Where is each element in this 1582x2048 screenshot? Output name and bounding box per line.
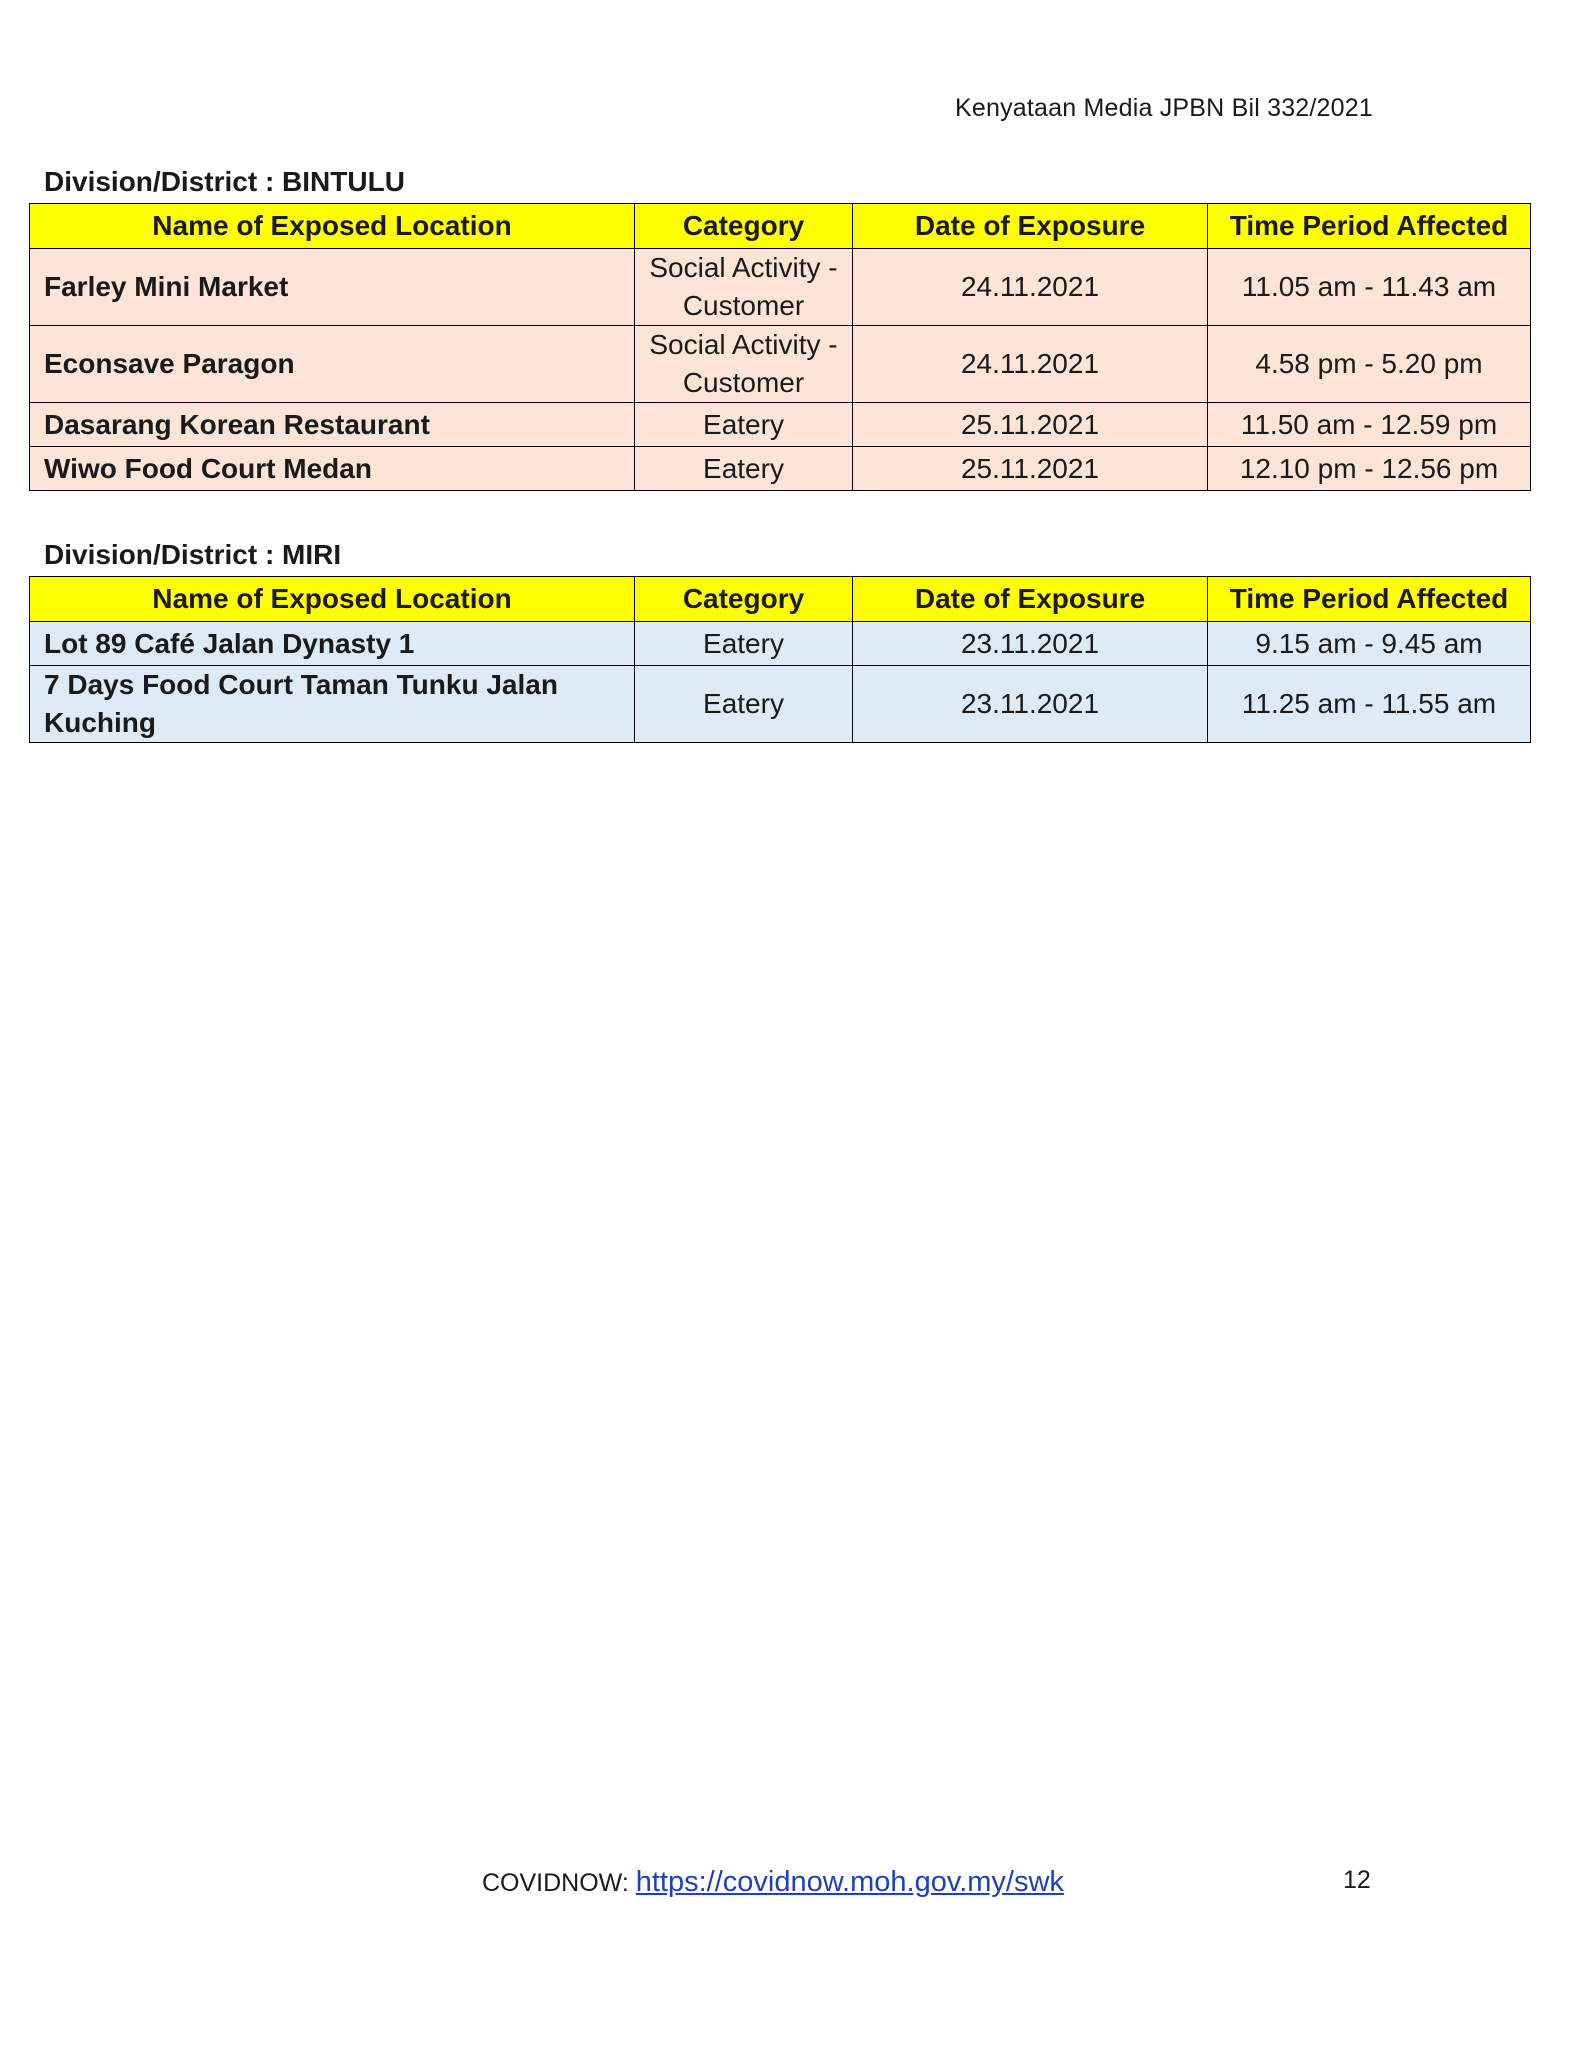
time-cell: 11.05 am - 11.43 am (1208, 249, 1531, 326)
footer-prefix: COVIDNOW: (482, 1869, 629, 1897)
covidnow-link[interactable]: https://covidnow.moh.gov.my/swk (635, 1866, 1064, 1898)
column-header-date: Date of Exposure (853, 577, 1208, 622)
date-cell: 23.11.2021 (853, 622, 1208, 666)
column-header-date: Date of Exposure (853, 204, 1208, 249)
category-cell: Eatery (635, 403, 853, 447)
date-cell: 24.11.2021 (853, 249, 1208, 326)
page-number: 12 (1343, 1866, 1371, 1894)
column-header-category: Category (635, 204, 853, 249)
document-reference: Kenyataan Media JPBN Bil 332/2021 (955, 94, 1373, 122)
footer (482, 1866, 1064, 1899)
location-cell: Wiwo Food Court Medan (30, 447, 635, 491)
location-cell: Econsave Paragon (30, 326, 635, 403)
time-cell: 9.15 am - 9.45 am (1208, 622, 1531, 666)
time-cell: 12.10 pm - 12.56 pm (1208, 447, 1531, 491)
category-cell: Social Activity - Customer (635, 326, 853, 403)
date-cell: 24.11.2021 (853, 326, 1208, 403)
table-row (30, 666, 1531, 743)
category-cell: Eatery (635, 622, 853, 666)
column-header-time: Time Period Affected (1208, 204, 1531, 249)
time-cell: 11.25 am - 11.55 am (1208, 666, 1531, 743)
column-header-time: Time Period Affected (1208, 577, 1531, 622)
category-cell: Social Activity - Customer (635, 249, 853, 326)
date-cell: 25.11.2021 (853, 447, 1208, 491)
column-header-location: Name of Exposed Location (30, 577, 635, 622)
date-cell: 25.11.2021 (853, 403, 1208, 447)
district-label-miri: Division/District : MIRI (44, 539, 342, 570)
time-cell: 4.58 pm - 5.20 pm (1208, 326, 1531, 403)
category-cell: Eatery (635, 447, 853, 491)
table-header-row (30, 577, 1531, 622)
location-cell: 7 Days Food Court Taman Tunku Jalan Kuching (30, 666, 635, 743)
table-row (30, 249, 1531, 326)
location-cell: Dasarang Korean Restaurant (30, 403, 635, 447)
location-cell: Farley Mini Market (30, 249, 635, 326)
table-row (30, 326, 1531, 403)
category-cell: Eatery (635, 666, 853, 743)
bintulu-exposure-table (29, 203, 1531, 491)
table-header-row (30, 204, 1531, 249)
table-row (30, 403, 1531, 447)
location-cell: Lot 89 Café Jalan Dynasty 1 (30, 622, 635, 666)
district-label-bintulu: Division/District : BINTULU (44, 166, 405, 197)
miri-exposure-table (29, 576, 1531, 743)
column-header-category: Category (635, 577, 853, 622)
table-row (30, 622, 1531, 666)
table-row (30, 447, 1531, 491)
date-cell: 23.11.2021 (853, 666, 1208, 743)
time-cell: 11.50 am - 12.59 pm (1208, 403, 1531, 447)
column-header-location: Name of Exposed Location (30, 204, 635, 249)
